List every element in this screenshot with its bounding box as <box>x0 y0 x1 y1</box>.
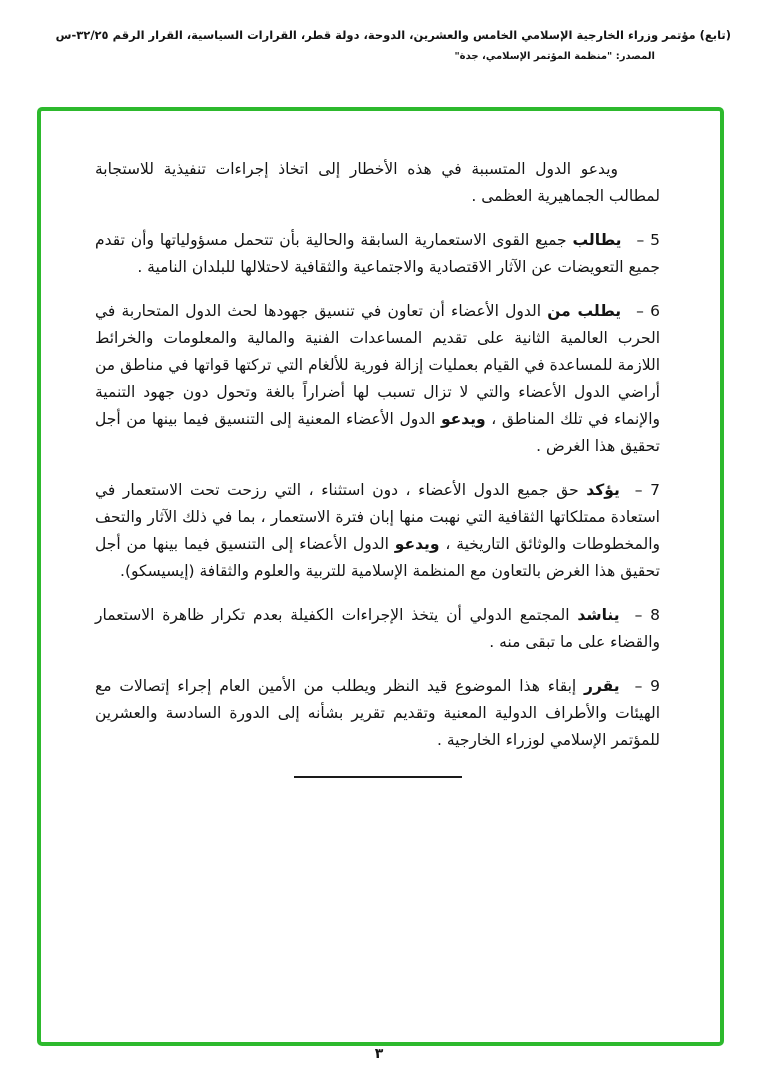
item-text: المجتمع الدولي أن يتخذ الإجراءات الكفيلة بعدم تكرار ظاهرة الاستعمار والقضاء على ما تبقى منه . <box>95 606 660 651</box>
resolution-item-5 <box>95 227 660 281</box>
item-lead: يؤكد <box>586 481 620 499</box>
page-number: ٣ <box>374 1046 384 1062</box>
resolution-item-9 <box>95 673 660 754</box>
item-number: 5 – <box>636 231 660 249</box>
intro-paragraph: ويدعو الدول المتسببة في هذه الأخطار إلى اتخاذ إجراءات تنفيذية للاستجابة لمطالب الجماهيرية العظمى . <box>95 160 660 205</box>
item-lead: يناشد <box>577 606 620 624</box>
item-text: الدول الأعضاء المعنية إلى التنسيق فيما بينها من أجل تحقيق هذا الغرض . <box>95 410 660 455</box>
header-source: المصدر: "منظمة المؤتمر الإسلامي، جدة" <box>454 51 655 62</box>
item-lead-inline: ويدعو <box>440 410 486 428</box>
item-lead-inline: ويدعو <box>394 535 440 553</box>
item-text: إبقاء هذا الموضوع قيد النظر ويطلب من الأمين العام إجراء إتصالات مع الهيئات والأطراف الدولية المعنية وتقديم تقرير بشأنه إلى الدورة السادسة والعشرين للمؤتمر الإسلامي لوزراء الخارجية . <box>95 677 660 749</box>
resolution-item-8 <box>95 602 660 656</box>
item-lead: يطلب من <box>547 302 622 320</box>
item-lead: يطالب <box>572 231 622 249</box>
divider-line <box>294 776 462 778</box>
document-header <box>27 28 731 62</box>
item-number: 9 – <box>634 677 661 695</box>
header-title: (تابع) مؤتمر وزراء الخارجية الإسلامي الخامس والعشرين، الدوحة، دولة قطر، القرارات السياسية، القرار الرقم ٣٢/٢٥-س <box>55 28 731 42</box>
item-number: 7 – <box>634 481 660 499</box>
item-lead: يقرر <box>584 677 620 695</box>
item-text: حق جميع الدول الأعضاء ، دون استثناء ، التي رزحت تحت الاستعمار في استعادة ممتلكاتها الثقافية التي نهبت منها إبان فترة الاستعمار ، بما في ذلك الآثار والتحف والمخطوطات والوثائق التاريخية ، <box>95 481 660 553</box>
resolution-item-7 <box>95 477 660 585</box>
item-number: 6 – <box>636 302 660 320</box>
resolution-item-6 <box>95 298 660 460</box>
item-number: 8 – <box>634 606 660 624</box>
resolution-body <box>95 156 660 778</box>
item-text: الدول الأعضاء أن تعاون في تنسيق جهودها لحث الدول المتحاربة في الحرب العالمية الثانية على تقديم المساعدات الفنية والمالية والمعلومات والخرائط اللازمة للمساعدة في القيام بعمليات إزالة فورية للألغام التي تركتها قواتها في مناطق من أراضي الدول الأعضاء والتي لا تزال تسبب لها أضراراً بالغة وتحول دون جهود التنمية والإنماء في تلك المناطق ، <box>95 302 661 428</box>
item-text: الدول الأعضاء إلى التنسيق فيما بينها من أجل تحقيق هذا الغرض بالتعاون مع المنظمة الإسلامية للتربية والعلوم والثقافة (إيسيسكو). <box>95 535 660 580</box>
item-text: جميع القوى الاستعمارية السابقة والحالية بأن تتحمل مسؤولياتها وأن تقدم جميع التعويضات عن الآثار الاقتصادية والاجتماعية والثقافية لاحتلالها للبلدان النامية . <box>95 231 660 276</box>
